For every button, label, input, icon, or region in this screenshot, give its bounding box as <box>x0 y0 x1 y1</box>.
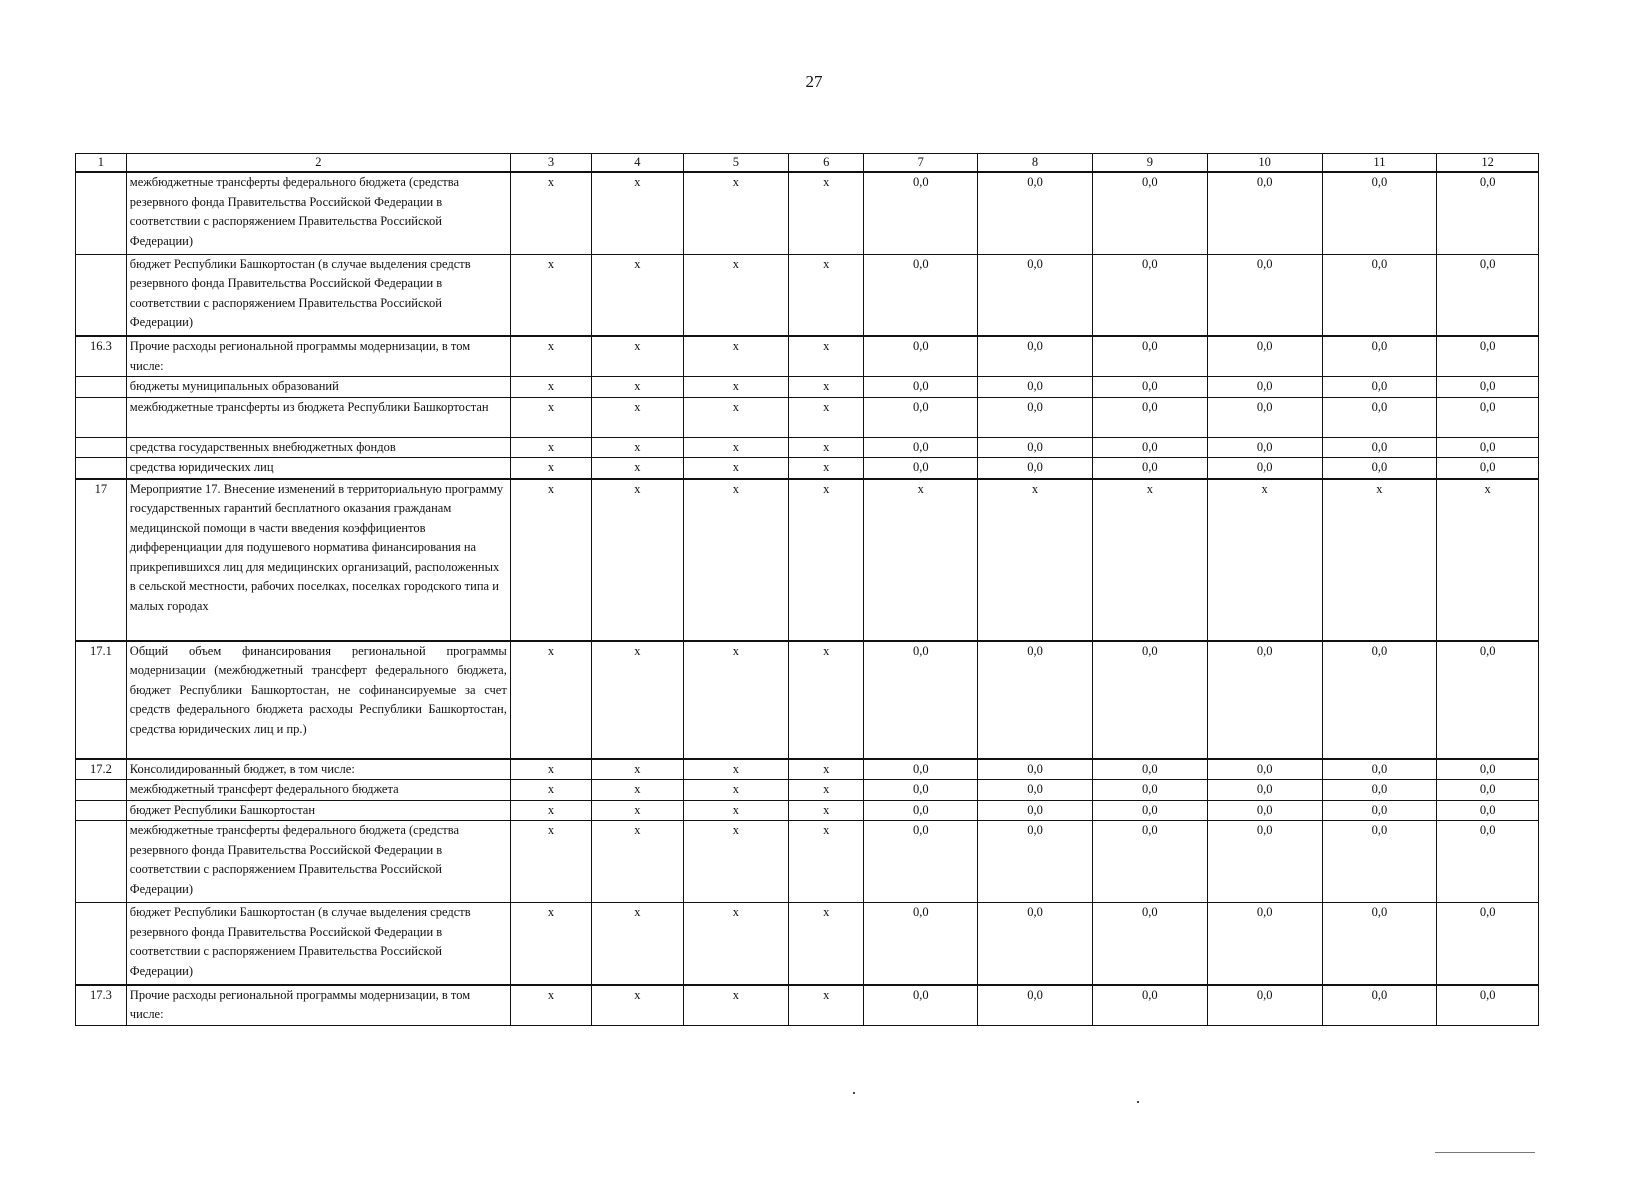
row-value: x <box>683 479 789 641</box>
row-value: 0,0 <box>1092 458 1207 479</box>
row-value: 0,0 <box>1322 903 1437 985</box>
row-description: бюджет Республики Башкортостан (в случае выделения средств резервного фонда Правительства Российской Федерации в соответствии с распоряжением Правительства Российской Федерации) <box>126 903 510 985</box>
row-value: 0,0 <box>1437 172 1539 254</box>
row-value: 0,0 <box>978 397 1093 437</box>
row-value: 0,0 <box>1207 985 1322 1026</box>
row-value: 0,0 <box>1207 641 1322 759</box>
row-value: 0,0 <box>1322 458 1437 479</box>
row-value: x <box>789 759 864 780</box>
row-value: x <box>683 437 789 458</box>
row-value: 0,0 <box>1437 437 1539 458</box>
row-value: x <box>789 985 864 1026</box>
row-value: 0,0 <box>1322 377 1437 398</box>
row-value: x <box>510 172 591 254</box>
row-value: x <box>864 479 978 641</box>
row-value: 0,0 <box>1207 780 1322 801</box>
row-value: 0,0 <box>864 397 978 437</box>
table-row <box>76 437 1539 458</box>
row-value: x <box>683 397 789 437</box>
row-value: 0,0 <box>978 377 1093 398</box>
row-index <box>76 458 127 479</box>
column-header: 11 <box>1322 154 1437 173</box>
row-value: x <box>510 458 591 479</box>
row-value: x <box>592 397 683 437</box>
row-value: 0,0 <box>978 172 1093 254</box>
row-value: 0,0 <box>1322 336 1437 377</box>
row-value: x <box>592 458 683 479</box>
row-value: 0,0 <box>1437 641 1539 759</box>
row-value: x <box>978 479 1093 641</box>
row-index <box>76 780 127 801</box>
row-value: x <box>510 759 591 780</box>
column-header: 7 <box>864 154 978 173</box>
row-value: x <box>592 641 683 759</box>
row-value: x <box>789 254 864 336</box>
column-header: 10 <box>1207 154 1322 173</box>
row-value: x <box>510 336 591 377</box>
row-value: x <box>592 821 683 903</box>
row-value: 0,0 <box>1092 397 1207 437</box>
row-value: 0,0 <box>1092 800 1207 821</box>
row-value: x <box>683 985 789 1026</box>
column-header: 6 <box>789 154 864 173</box>
column-header: 4 <box>592 154 683 173</box>
row-value: x <box>789 821 864 903</box>
row-index <box>76 377 127 398</box>
row-index <box>76 397 127 437</box>
row-value: 0,0 <box>978 985 1093 1026</box>
scan-line-fragment <box>1435 1152 1535 1153</box>
row-value: 0,0 <box>864 780 978 801</box>
row-value: x <box>592 336 683 377</box>
row-value: 0,0 <box>1322 821 1437 903</box>
row-description: Общий объем финансирования региональной программы модернизации (межбюджетный трансферт федерального бюджета, бюджет Республики Башкортостан, не софинансируемые за счет средств федерального бюджета расходы Республики Башкортостан, средства юридических лиц и пр.) <box>126 641 510 759</box>
row-value: 0,0 <box>864 254 978 336</box>
row-index: 16.3 <box>76 336 127 377</box>
table-row <box>76 903 1539 985</box>
row-value: 0,0 <box>1207 437 1322 458</box>
row-index <box>76 821 127 903</box>
column-header: 5 <box>683 154 789 173</box>
row-index: 17.3 <box>76 985 127 1026</box>
row-value: 0,0 <box>1322 397 1437 437</box>
row-value: 0,0 <box>864 821 978 903</box>
row-value: x <box>683 172 789 254</box>
row-value: x <box>592 479 683 641</box>
row-value: 0,0 <box>1092 437 1207 458</box>
row-index <box>76 800 127 821</box>
column-header: 1 <box>76 154 127 173</box>
row-value: x <box>789 172 864 254</box>
row-value: x <box>683 821 789 903</box>
row-value: x <box>683 641 789 759</box>
row-value: 0,0 <box>1207 903 1322 985</box>
row-value: x <box>510 985 591 1026</box>
row-value: 0,0 <box>1092 780 1207 801</box>
row-value: x <box>592 377 683 398</box>
row-value: 0,0 <box>978 903 1093 985</box>
row-value: 0,0 <box>978 759 1093 780</box>
row-value: 0,0 <box>1092 172 1207 254</box>
row-value: 0,0 <box>1207 397 1322 437</box>
row-value: 0,0 <box>864 985 978 1026</box>
row-value: x <box>683 254 789 336</box>
row-value: x <box>592 800 683 821</box>
row-value: x <box>789 800 864 821</box>
row-value: 0,0 <box>864 903 978 985</box>
row-value: 0,0 <box>978 254 1093 336</box>
row-value: 0,0 <box>978 821 1093 903</box>
table-row <box>76 780 1539 801</box>
row-value: x <box>592 254 683 336</box>
row-value: x <box>683 800 789 821</box>
row-value: 0,0 <box>864 437 978 458</box>
row-value: x <box>789 641 864 759</box>
row-description: межбюджетные трансферты федерального бюджета (средства резервного фонда Правительства Российской Федерации в соответствии с распоряжением Правительства Российской Федерации) <box>126 821 510 903</box>
row-value: x <box>510 821 591 903</box>
financing-table <box>75 153 1539 1026</box>
row-description: средства государственных внебюджетных фондов <box>126 437 510 458</box>
table-row <box>76 458 1539 479</box>
row-value: x <box>1437 479 1539 641</box>
row-value: 0,0 <box>1322 800 1437 821</box>
row-value: 0,0 <box>864 336 978 377</box>
row-value: x <box>1207 479 1322 641</box>
row-value: 0,0 <box>1437 985 1539 1026</box>
row-value: 0,0 <box>1092 377 1207 398</box>
row-value: x <box>510 903 591 985</box>
row-value: 0,0 <box>978 780 1093 801</box>
row-value: 0,0 <box>1092 254 1207 336</box>
row-value: 0,0 <box>1322 759 1437 780</box>
row-value: 0,0 <box>1322 641 1437 759</box>
row-value: 0,0 <box>1322 172 1437 254</box>
row-value: x <box>789 437 864 458</box>
table-header-row <box>76 154 1539 173</box>
row-value: 0,0 <box>1437 821 1539 903</box>
row-index <box>76 437 127 458</box>
row-description: бюджет Республики Башкортостан (в случае выделения средств резервного фонда Правительства Российской Федерации в соответствии с распоряжением Правительства Российской Федерации) <box>126 254 510 336</box>
table-body <box>76 172 1539 1025</box>
row-value: 0,0 <box>1092 759 1207 780</box>
row-value: 0,0 <box>978 336 1093 377</box>
row-description: Прочие расходы региональной программы модернизации, в том числе: <box>126 985 510 1026</box>
row-value: x <box>510 397 591 437</box>
row-value: x <box>592 172 683 254</box>
row-value: 0,0 <box>1437 336 1539 377</box>
row-value: 0,0 <box>1207 759 1322 780</box>
row-value: 0,0 <box>1207 172 1322 254</box>
row-value: x <box>510 780 591 801</box>
row-value: 0,0 <box>1207 800 1322 821</box>
scan-speck <box>853 1092 855 1094</box>
table-row <box>76 985 1539 1026</box>
row-description: Мероприятие 17. Внесение изменений в территориальную программу государственных гарантий бесплатного оказания гражданам медицинской помощи в части введения коэффициентов дифференциации для подушевого норматива финансирования на прикрепившихся лиц для медицинских организаций, расположенных в сельской местности, рабочих поселках, поселках городского типа и малых городах <box>126 479 510 641</box>
row-value: x <box>510 377 591 398</box>
row-index: 17.1 <box>76 641 127 759</box>
row-value: 0,0 <box>1092 336 1207 377</box>
row-value: x <box>510 800 591 821</box>
row-value: 0,0 <box>978 437 1093 458</box>
row-description: бюджеты муниципальных образований <box>126 377 510 398</box>
table-row <box>76 172 1539 254</box>
row-description: межбюджетный трансферт федерального бюджета <box>126 780 510 801</box>
table-row <box>76 336 1539 377</box>
row-value: x <box>683 336 789 377</box>
row-description: средства юридических лиц <box>126 458 510 479</box>
row-index <box>76 254 127 336</box>
row-value: x <box>1322 479 1437 641</box>
row-value: x <box>683 759 789 780</box>
scan-speck <box>1137 1101 1139 1103</box>
row-value: 0,0 <box>1207 254 1322 336</box>
column-header: 12 <box>1437 154 1539 173</box>
row-value: x <box>789 903 864 985</box>
table-row <box>76 397 1539 437</box>
row-value: 0,0 <box>1322 780 1437 801</box>
row-value: 0,0 <box>1437 800 1539 821</box>
row-value: x <box>789 336 864 377</box>
column-header: 2 <box>126 154 510 173</box>
row-description: бюджет Республики Башкортостан <box>126 800 510 821</box>
row-value: 0,0 <box>864 458 978 479</box>
row-value: 0,0 <box>1092 641 1207 759</box>
row-value: 0,0 <box>1322 254 1437 336</box>
row-value: x <box>683 903 789 985</box>
row-value: x <box>1092 479 1207 641</box>
table-row <box>76 800 1539 821</box>
row-value: 0,0 <box>864 377 978 398</box>
column-header: 3 <box>510 154 591 173</box>
table-row <box>76 254 1539 336</box>
row-index: 17.2 <box>76 759 127 780</box>
row-description: межбюджетные трансферты федерального бюджета (средства резервного фонда Правительства Российской Федерации в соответствии с распоряжением Правительства Российской Федерации) <box>126 172 510 254</box>
row-description: Консолидированный бюджет, в том числе: <box>126 759 510 780</box>
row-value: 0,0 <box>1437 397 1539 437</box>
row-value: 0,0 <box>1092 985 1207 1026</box>
row-value: 0,0 <box>1437 759 1539 780</box>
row-value: x <box>789 780 864 801</box>
row-value: 0,0 <box>978 800 1093 821</box>
row-value: x <box>683 458 789 479</box>
row-value: x <box>789 479 864 641</box>
row-value: 0,0 <box>1437 780 1539 801</box>
row-value: 0,0 <box>1092 903 1207 985</box>
row-value: 0,0 <box>1207 336 1322 377</box>
row-value: 0,0 <box>1437 254 1539 336</box>
row-value: x <box>592 780 683 801</box>
row-value: 0,0 <box>1207 458 1322 479</box>
row-value: 0,0 <box>978 641 1093 759</box>
column-header: 9 <box>1092 154 1207 173</box>
row-value: x <box>592 903 683 985</box>
row-value: 0,0 <box>864 800 978 821</box>
row-index <box>76 172 127 254</box>
row-description: Прочие расходы региональной программы модернизации, в том числе: <box>126 336 510 377</box>
table-row <box>76 641 1539 759</box>
row-value: 0,0 <box>1322 437 1437 458</box>
row-value: 0,0 <box>864 172 978 254</box>
table-row <box>76 377 1539 398</box>
table-row <box>76 821 1539 903</box>
row-value: x <box>683 780 789 801</box>
row-index: 17 <box>76 479 127 641</box>
row-value: x <box>510 437 591 458</box>
row-value: x <box>789 377 864 398</box>
row-value: x <box>510 254 591 336</box>
table-row <box>76 479 1539 641</box>
row-value: 0,0 <box>1207 377 1322 398</box>
row-value: 0,0 <box>1437 458 1539 479</box>
row-value: 0,0 <box>978 458 1093 479</box>
row-value: x <box>510 479 591 641</box>
row-value: 0,0 <box>864 641 978 759</box>
row-value: 0,0 <box>1207 821 1322 903</box>
row-value: 0,0 <box>864 759 978 780</box>
row-index <box>76 903 127 985</box>
row-value: x <box>789 397 864 437</box>
table-row <box>76 759 1539 780</box>
row-value: 0,0 <box>1322 985 1437 1026</box>
row-description: межбюджетные трансферты из бюджета Республики Башкортостан <box>126 397 510 437</box>
row-value: x <box>789 458 864 479</box>
row-value: x <box>592 759 683 780</box>
page-number: 27 <box>805 72 823 91</box>
row-value: 0,0 <box>1437 903 1539 985</box>
column-header: 8 <box>978 154 1093 173</box>
row-value: x <box>592 437 683 458</box>
row-value: x <box>510 641 591 759</box>
row-value: x <box>683 377 789 398</box>
row-value: 0,0 <box>1437 377 1539 398</box>
row-value: x <box>592 985 683 1026</box>
row-value: 0,0 <box>1092 821 1207 903</box>
